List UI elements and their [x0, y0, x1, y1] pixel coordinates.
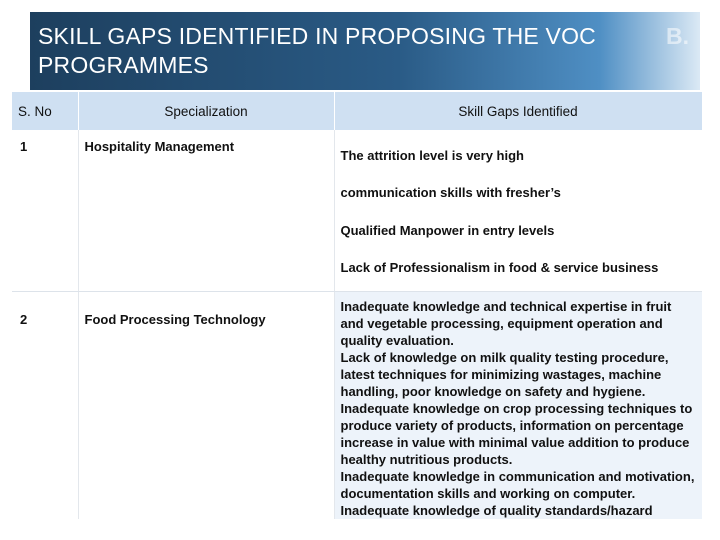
slide-title: SKILL GAPS IDENTIFIED IN PROPOSING THE VOC PROGRAMMES: [38, 23, 596, 78]
skill-gap-text: Inadequate knowledge and technical expertise in fruit and vegetable processing, equipment operation and quality evaluation. Lack of knowledge on milk quality testing procedure, latest techniques for minimizing wastages, machine handling, poor knowledge on safety and hygiene. Inadequate knowledge on crop processing techniques to produce variety of products, information on percentage increase in value with minimal value addition to produce healthy nutritious products. Inadequate knowledge in communication and motivation, documentation skills and working on computer. Inadequate knowledge of quality standards/hazard: [340, 299, 695, 518]
header-skill-gaps: Skill Gaps Identified: [334, 92, 702, 130]
table-row: [12, 130, 702, 292]
table-header-row: [12, 92, 702, 130]
header-specialization: Specialization: [78, 92, 334, 130]
header-sno: S. No: [12, 92, 78, 130]
row-sno: 1: [12, 130, 78, 292]
skill-gap-item: The attrition level is very high: [340, 148, 524, 163]
skill-gap-item: communication skills with fresher’s: [340, 185, 561, 200]
row-specialization: Hospitality Management: [78, 130, 334, 292]
row-sno: 2: [12, 292, 78, 520]
skill-gaps-table: [12, 92, 703, 519]
row-specialization: Food Processing Technology: [78, 292, 334, 520]
skill-gap-item: Lack of Professionalism in food & service business: [340, 260, 659, 275]
skill-gap-cell: [334, 130, 702, 292]
corner-mark: B.: [666, 23, 689, 49]
title-banner: [30, 12, 700, 90]
skill-gap-cell: [334, 292, 702, 520]
skill-gap-item: Qualified Manpower in entry levels: [340, 223, 555, 238]
table-row: [12, 292, 702, 520]
